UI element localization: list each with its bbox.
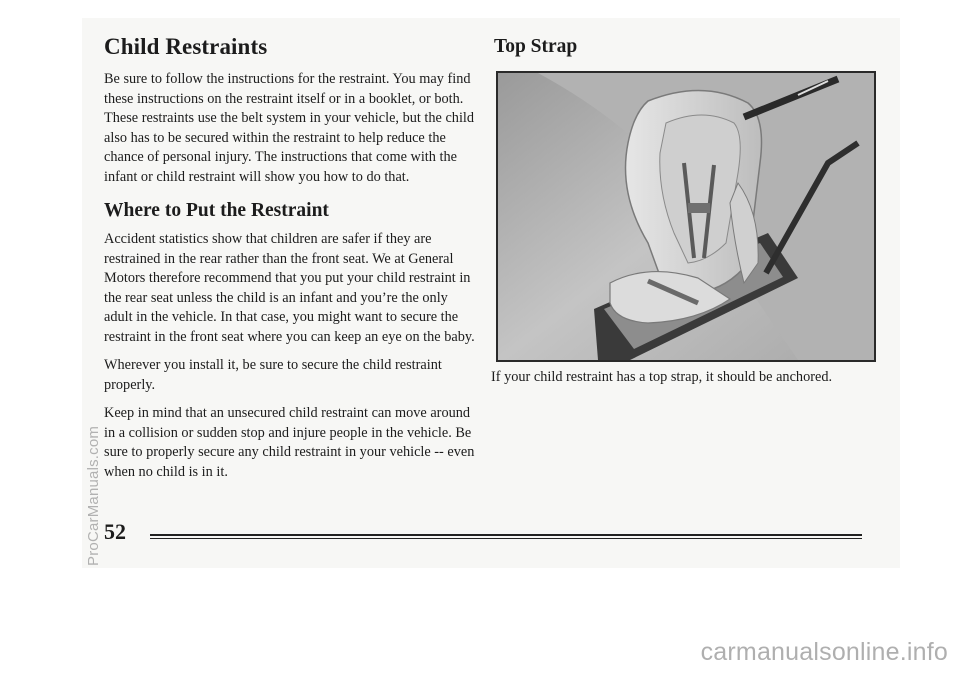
child-seat-drawing xyxy=(498,73,874,360)
side-watermark xyxy=(82,190,104,570)
page-number: 52 xyxy=(104,519,126,544)
section-heading-where-to-put: Where to Put the Restraint xyxy=(104,200,329,221)
paragraph-unsecured-restraint: Keep in mind that an unsecured child restraint can move around in a collision or sudden stop and injure people in the vehicle. Be sure to properly secure any child restraint in your vehicle -- even when no child is in it. xyxy=(104,405,475,480)
paragraph-wherever-install: Wherever you install it, be sure to secure the child restraint properly. xyxy=(104,357,442,393)
child-seat-illustration xyxy=(496,71,876,362)
paragraph-accident-statistics: Accident statistics show that children are safer if they are restrained in the rear rather than the front seat. We at General Motors therefore recommend that you put your child restraint in the rear seat unless the child is an infant and you’re the only adult in the vehicle. In that case, you might want to secure the restraint in the front seat where you can keep an eye on the baby. xyxy=(104,231,475,345)
intro-paragraph: Be sure to follow the instructions for the restraint. You may find these instructions on the restraint itself or in a booklet, or both. These restraints use the belt system in your vehicle, but the child also has to be secured within the restraint to help reduce the chance of personal injury. The instructions that come with the infant or child restraint will show you how to do that. xyxy=(104,71,475,185)
bottom-watermark: carmanualsonline.info xyxy=(700,638,948,666)
footer-rule xyxy=(150,534,862,539)
right-column xyxy=(494,32,874,66)
side-watermark-text: ProCarManuals.com xyxy=(85,425,102,566)
figure-caption: If your child restraint has a top strap, it should be anchored. xyxy=(491,369,833,385)
page-title: Child Restraints xyxy=(104,34,268,59)
section-heading-top-strap: Top Strap xyxy=(494,36,578,57)
left-column xyxy=(104,32,476,491)
